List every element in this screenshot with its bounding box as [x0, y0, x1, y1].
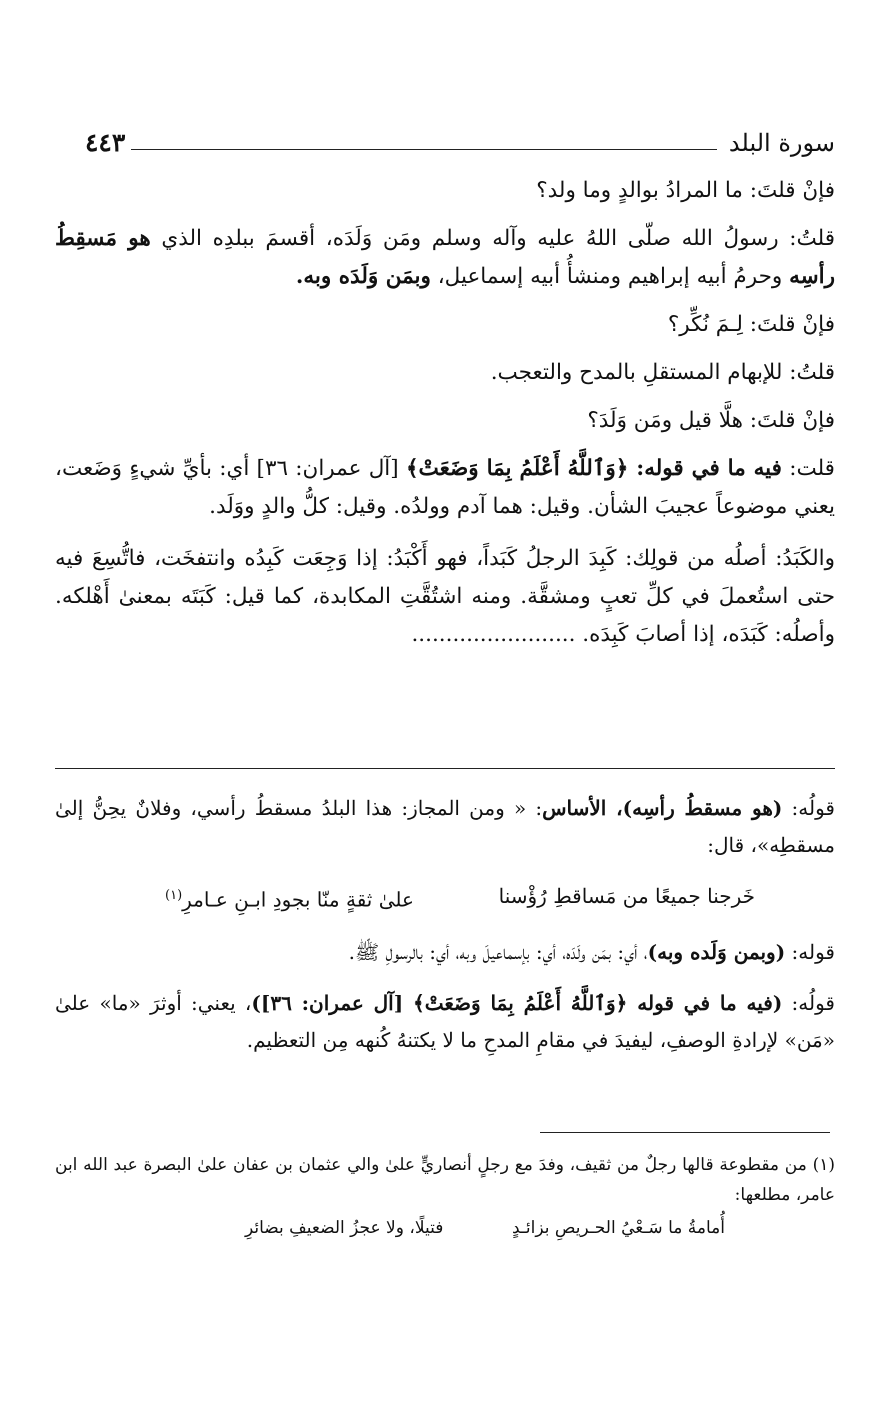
poem-verse	[55, 876, 835, 920]
footnote-poem	[55, 1212, 835, 1244]
kabad-paragraph: والكَبَدُ: أصلُه من قولِك: كَبِدَ الرجلُ كَبَداً، فهو أَكْبَدُ: إذا وَجِعَت كَبِدُه وانتفخَت، فاتُّسِعَ فيه حتى استُعملَ في كلِّ تعبٍ ومشقَّة. ومنه اشتُقَّتِ المكابدة، كما قيل: كَبَتَه بمعنىٰ أَهْلكه. وأصلُه: كَبَدَه، إذا أصابَ كَبِدَه. ........................	[55, 546, 835, 647]
question-2: فإنْ قلتَ: لِـمَ نُكِّر؟	[667, 312, 835, 337]
running-header	[85, 118, 835, 158]
surah-title: سورة البلد	[728, 129, 835, 157]
footnote-1: (١) من مقطوعة قالها رجلٌ من ثقيف، وفدَ مع رجلٍ أنصاريٍّ علىٰ والي عثمان بن عفان علىٰ البصرة عبد الله ابن عامر، مطلعها:	[55, 1155, 835, 1205]
commentary-2: قوله: (وبمن وَلَده وبه)، أي: بمَن ولَدَه، أي: بإسماعيلَ وبه، أي: بالرسولِ ﷺ.	[348, 939, 835, 964]
poem-hemistich-1: خَرجنا جميعًا من مَساقطِ رُؤْسنا	[498, 884, 755, 908]
quran-verse: ﴿وَٱللَّهُ أَعْلَمُ بِمَا وَضَعَتْ﴾	[413, 990, 628, 1015]
main-text	[55, 172, 835, 654]
answer-2: قلتُ: للإبهام المستقلِ بالمدح والتعجب.	[490, 360, 835, 385]
footnote-marker: (١)	[165, 888, 183, 903]
page-number: ٤٤٣	[85, 128, 126, 157]
footnote-hemistich-2: فتيلًا، ولا عجزُ الضعيفِ بضائرِ	[245, 1218, 444, 1238]
poem-hemistich-2: علىٰ ثقةٍ منّا بجودِ ابـنِ عـامرِ$^{(١)}$	[165, 887, 414, 912]
answer-1: قلتُ: رسولُ الله صلّى اللهُ عليه وآله وسلم ومَن وَلَدَه، أقسمَ ببلدِه الذي هو مَسقِطُ رأسِه وحرمُ أبيه إبراهيم ومنشأُ أبيه إسماعيل، وبمَن وَلَدَه وبه.	[55, 226, 835, 289]
commentary-3: قولُه: (فيه ما في قوله ﴿وَٱللَّهُ أَعْلَمُ بِمَا وَضَعَتْ﴾ [آل عمران: ٣٦])، يعني: أوثرَ «ما» علىٰ «مَن» لإرادةِ الوصفِ، ليفيدَ في مقامِ المدحِ ما لا يكتنهُ كُنهه مِن التعظيم.	[55, 990, 835, 1052]
quran-verse: ﴿وَٱللَّهُ أَعْلَمُ بِمَا وَضَعَتْ﴾	[405, 456, 629, 481]
commentary	[55, 790, 835, 1059]
question-3: فإنْ قلتَ: هلَّا قيل ومَن وَلَدَ؟	[587, 408, 835, 433]
header-rule	[131, 149, 717, 150]
commentary-separator	[55, 768, 835, 769]
question-1: فإنْ قلتَ: ما المرادُ بوالدٍ وما ولد؟	[536, 178, 835, 203]
footnote-hemistich-1: أُمامةُ ما سَـعْيُ الحـريصِ بزائـدٍ	[512, 1218, 725, 1238]
commentary-1: قولُه: (هو مسقطُ رأسِه)، الأساس: « ومن المجاز: هذا البلدُ مسقطُ رأسي، وفلانٌ يحِنُّ إلىٰ مسقطِه»، قال:	[55, 796, 835, 857]
answer-3: قلت: فيه ما في قوله: ﴿وَٱللَّهُ أَعْلَمُ بِمَا وَضَعَتْ﴾ [آل عمران: ٣٦] أي: بأيِّ شيءٍ وَضَعت، يعني موضوعاً عجيبَ الشأن. وقيل: هما آدم وولدُه. وقيل: كلُّ والدٍ ووَلَد.	[55, 456, 835, 519]
footnotes	[55, 1150, 835, 1244]
footnote-separator	[540, 1132, 830, 1133]
